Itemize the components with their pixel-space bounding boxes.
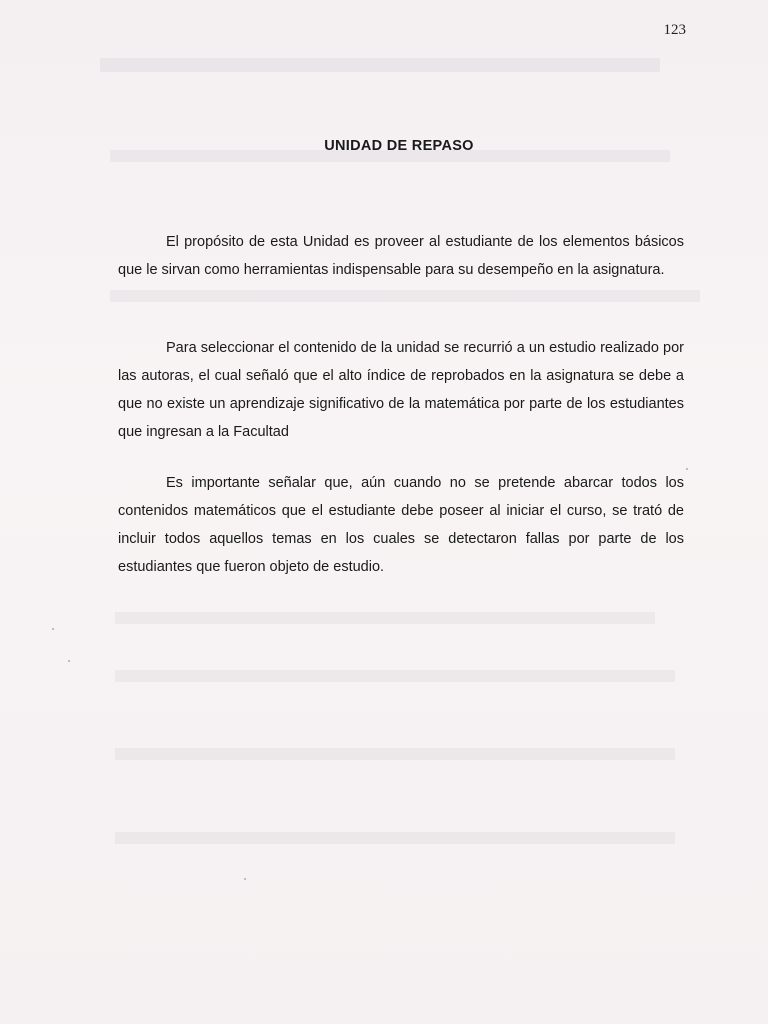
bleed-through-decoration bbox=[110, 290, 700, 302]
paper-speck bbox=[244, 878, 246, 880]
paragraph-content-selection: Para seleccionar el contenido de la unidad se recurrió a un estudio realizado por las autoras, el cual señaló que el alto índice de reprobados en la asignatura se debe a que no existe un aprendizaje significativo de la matemática por parte de los estudiantes que ingresan a la Facultad bbox=[118, 340, 684, 440]
paragraph-purpose: El propósito de esta Unidad es proveer al estudiante de los elementos básicos que le sirvan como herramientas indispensable para su desempeño en la asignatura. bbox=[118, 234, 684, 278]
bleed-through-decoration bbox=[115, 670, 675, 682]
bleed-through-decoration bbox=[115, 612, 655, 624]
bleed-through-decoration bbox=[115, 832, 675, 844]
paper-speck bbox=[68, 660, 70, 662]
bleed-through-decoration bbox=[100, 58, 660, 72]
paper-speck bbox=[52, 628, 54, 630]
page-number: 123 bbox=[663, 22, 686, 38]
page-title: UNIDAD DE REPASO bbox=[324, 138, 474, 154]
paragraph-importance: Es importante señalar que, aún cuando no se pretende abarcar todos los contenidos matemáticos que el estudiante debe poseer al iniciar el curso, se trató de incluir todos aquellos temas en los cuales se detectaron fallas por parte de los estudiantes que fueron objeto de estudio. bbox=[118, 475, 684, 575]
bleed-through-decoration bbox=[115, 748, 675, 760]
paper-speck bbox=[686, 468, 688, 470]
